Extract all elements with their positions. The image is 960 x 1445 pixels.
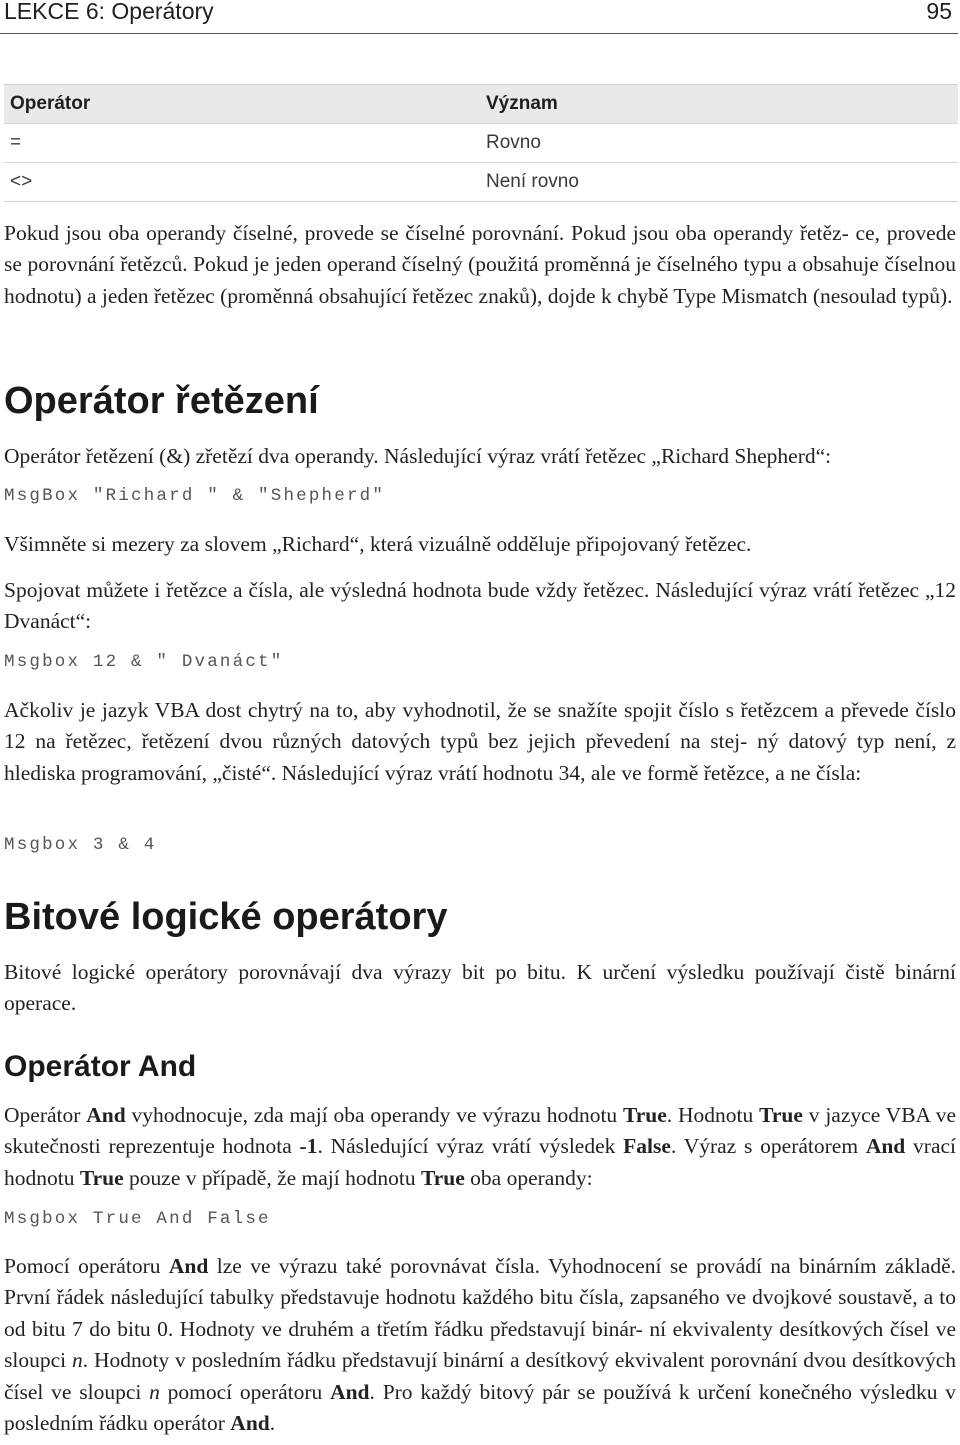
paragraph-concat-intro: Operátor řetězení (&) zřetězí dva operandy. Následující výraz vrátí řetězec „Richard Shepherd“: [4, 444, 832, 468]
table-cell-operator: <> [10, 171, 33, 192]
code-msgbox-3-4: Msgbox 3 & 4 [4, 835, 157, 855]
code-msgbox-richard: MsgBox "Richard " & "Shepherd" [4, 486, 386, 506]
page-header [0, 0, 958, 34]
paragraph-comparison: Pokud jsou oba operandy číselné, provede se číselné porovnání. Pokud jsou oba operandy řetěz- ce, provede se porovnání řetězců. Pokud je jeden operand číselný (použitá proměnná je číselného typu a obsahuje číselnou hodnotu) a jeden řetězec (proměnná obsahující řetězec znaků), dojde k chybě Type Mismatch (nesoulad typů). [4, 221, 957, 308]
table-row [4, 162, 958, 201]
paragraph-strings-numbers: Spojovat můžete i řetězce a čísla, ale výsledná hodnota bude vždy řetězec. Následující výraz vrátí řetězec „12 Dvanáct“: [4, 578, 957, 634]
table-cell-meaning: Rovno [486, 132, 541, 153]
paragraph-and-numbers: Pomocí operátoru And lze ve výrazu také porovnávat čísla. Vyhodnocení se provádí na binárním základě. První řádek následující tabulky představuje hodnotu každého bitu čísla, zapsaného ve dvojkové soustavě, a to od bitu 7 do bitu 0. Hodnoty ve druhém a třetím řádku představují binár- ní ekvivalenty desítkových čísel ve sloupci n. Hodnoty v posledním řádku představují binární a desítkový ekvivalent porovnání dvou desítkových čísel ve sloupci n pomocí operátoru And. Pro každý bitový pár se používá k určení konečného výsledku v posledním řádku operátor And. [4, 1254, 957, 1436]
table-row [4, 123, 958, 162]
paragraph-and-description: Operátor And vyhodnocuje, zda mají oba operandy ve výrazu hodnotu True. Hodnotu True v jazyce VBA ve skutečnosti reprezentuje hodnota -1. Následující výraz vrátí výsledek False. Výraz s operátorem And vrací hodnotu True pouze v případě, že mají hodnotu True oba operandy: [4, 1103, 957, 1190]
table-header-row [4, 85, 958, 123]
page-number: 95 [926, 0, 952, 24]
paragraph-vba-clean: Ačkoliv je jazyk VBA dost chytrý na to, aby vyhodnotil, že se snažíte spojit číslo s řetězcem a převede číslo 12 na řetězec, řetězení dvou různých datových typů bez jejich převedení na stej- ný datový typ není, z hlediska programování, „čisté“. Následující výraz vrátí hodnotu 34, ale ve formě řetězce, a ne čísla: [4, 698, 957, 785]
paragraph-space-note: Všimněte si mezery za slovem „Richard“, která vizuálně odděluje připojovaný řetězec. [4, 532, 752, 556]
paragraph-bitwise-intro: Bitové logické operátory porovnávají dva výrazy bit po bitu. K určení výsledku používají čistě binární operace. [4, 960, 956, 1016]
operator-table [4, 84, 958, 202]
column-header-operator: Operátor [10, 93, 91, 114]
column-header-meaning: Význam [486, 93, 558, 114]
code-msgbox-true-and-false: Msgbox True And False [4, 1209, 271, 1229]
table-cell-operator: = [10, 132, 22, 153]
heading-and-operator: Operátor And [4, 1050, 197, 1083]
heading-bitwise-operators: Bitové logické operátory [4, 896, 448, 938]
code-msgbox-dvanact: Msgbox 12 & " Dvanáct" [4, 652, 284, 672]
heading-concatenation: Operátor řetězení [4, 380, 319, 422]
chapter-title: LEKCE 6: Operátory [4, 0, 214, 24]
table-cell-meaning: Není rovno [486, 171, 579, 192]
